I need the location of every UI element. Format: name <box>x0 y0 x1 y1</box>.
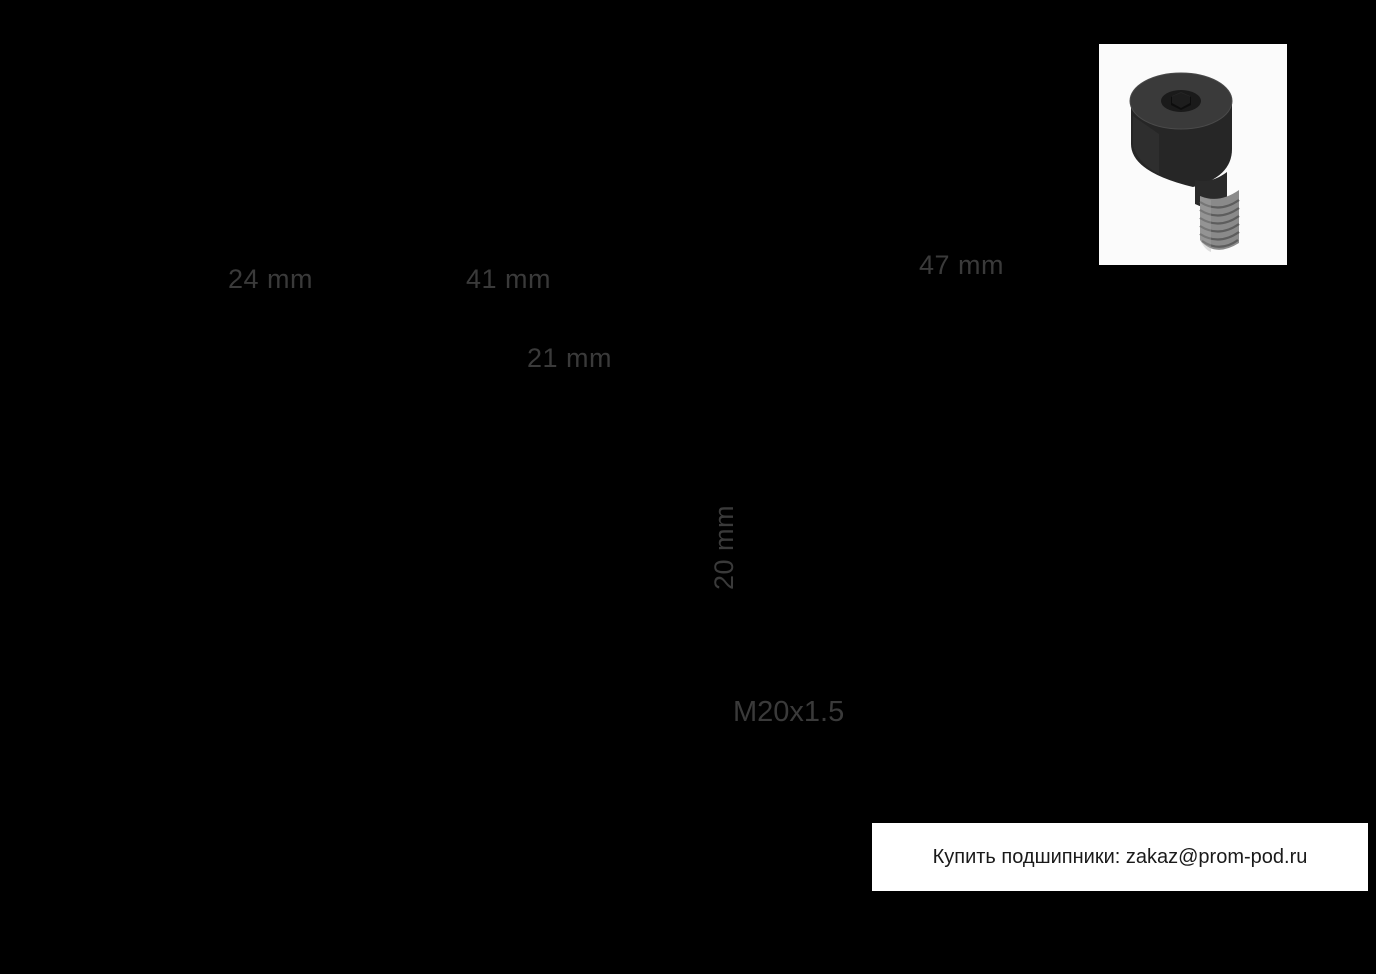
contact-banner-text: Купить подшипники: zakaz@prom-pod.ru <box>932 845 1308 868</box>
dimension-label-47mm: 47 mm <box>919 250 1005 280</box>
contact-banner <box>872 823 1368 891</box>
dimension-label-41mm: 41 mm <box>466 264 552 294</box>
dimension-label-21mm: 21 mm <box>527 343 613 373</box>
product-photo <box>1099 44 1287 265</box>
thread-spec-label: M20x1.5 <box>733 696 845 728</box>
dimension-label-24mm: 24 mm <box>228 264 314 294</box>
dimension-label-20mm: 20 mm <box>709 504 739 590</box>
cam-follower-stud-illustration <box>1099 44 1287 265</box>
